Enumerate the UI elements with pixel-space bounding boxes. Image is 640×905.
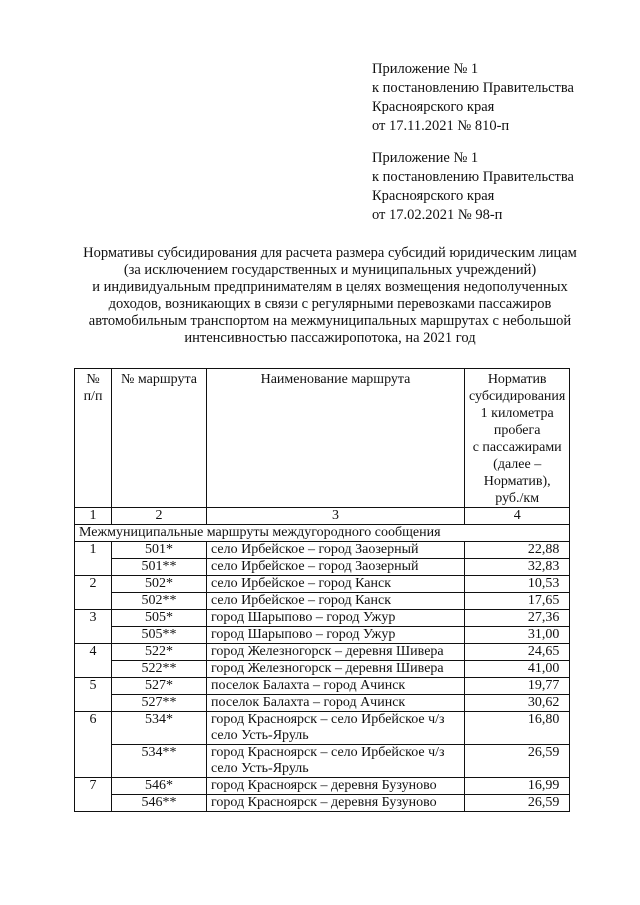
table-row [75, 559, 570, 576]
header-norm [465, 369, 570, 508]
route-number: 502* [112, 576, 207, 593]
appendix-header-current [372, 60, 622, 136]
header-norm-line: (далее – [493, 457, 542, 472]
title-line: доходов, возникающих в связи с регулярными перевозками пассажиров [108, 296, 552, 312]
route-name [207, 559, 465, 576]
appendix-resolution-ref: к постановлению Правительства [372, 80, 574, 96]
norm-value: 26,59 [465, 745, 570, 778]
table-row [75, 678, 570, 695]
norm-value: 16,80 [465, 712, 570, 745]
header-route-no: № маршрута [112, 369, 207, 508]
route-name-line: город Шарыпово – город Ужур [211, 627, 396, 642]
route-name-line: село Ирбейское – город Заозерный [211, 542, 419, 557]
appendix-date-number: от 17.02.2021 № 98-п [372, 207, 503, 223]
table-row [75, 795, 570, 812]
column-number: 2 [112, 508, 207, 525]
table-header-row [75, 369, 570, 508]
route-number: 534* [112, 712, 207, 745]
route-number: 522* [112, 644, 207, 661]
appendix-label: Приложение № 1 [372, 150, 479, 166]
section-title: Межмуниципальные маршруты междугородного сообщения [75, 525, 570, 542]
norm-value: 26,59 [465, 795, 570, 812]
appendix-region: Красноярского края [372, 99, 495, 115]
route-name-line: село Ирбейское – город Заозерный [211, 559, 419, 574]
subsidy-norms-table [74, 368, 570, 812]
route-name-line: город Шарыпово – город Ужур [211, 610, 396, 625]
route-name [207, 678, 465, 695]
table-row [75, 576, 570, 593]
norm-value: 22,88 [465, 542, 570, 559]
route-number: 501** [112, 559, 207, 576]
header-norm-line: руб./км [495, 491, 540, 506]
row-number: 3 [75, 610, 112, 644]
header-no-line: п/п [83, 389, 103, 404]
route-name [207, 745, 465, 778]
route-name-line: село Усть-Яруль [211, 761, 309, 776]
route-number: 534** [112, 745, 207, 778]
route-name-line: город Красноярск – деревня Бузуново [211, 795, 437, 810]
appendix-resolution-ref: к постановлению Правительства [372, 169, 574, 185]
norm-value: 30,62 [465, 695, 570, 712]
route-name [207, 661, 465, 678]
header-norm-line: Норматив), [483, 474, 551, 489]
header-norm-line: Норматив [487, 372, 547, 387]
route-number: 527** [112, 695, 207, 712]
appendix-region: Красноярского края [372, 188, 495, 204]
table-row [75, 593, 570, 610]
route-number: 527* [112, 678, 207, 695]
route-name [207, 695, 465, 712]
norm-value: 10,53 [465, 576, 570, 593]
route-name [207, 542, 465, 559]
route-name-line: поселок Балахта – город Ачинск [211, 695, 406, 710]
title-line: Нормативы субсидирования для расчета размера субсидий юридическим лицам [83, 245, 577, 261]
table-row [75, 644, 570, 661]
norm-value: 19,77 [465, 678, 570, 695]
column-number: 4 [465, 508, 570, 525]
route-name-line: город Красноярск – село Ирбейское ч/з [211, 745, 445, 760]
route-number: 522** [112, 661, 207, 678]
column-number: 1 [75, 508, 112, 525]
row-number: 5 [75, 678, 112, 712]
table-row [75, 542, 570, 559]
header-norm-line: с пассажирами [472, 440, 562, 455]
route-number: 546** [112, 795, 207, 812]
header-no [75, 369, 112, 508]
norm-value: 41,00 [465, 661, 570, 678]
route-number: 502** [112, 593, 207, 610]
appendix-date-number: от 17.11.2021 № 810-п [372, 118, 510, 134]
row-number: 6 [75, 712, 112, 778]
norm-value: 32,83 [465, 559, 570, 576]
route-number: 505* [112, 610, 207, 627]
document-title [60, 245, 600, 347]
norm-value: 31,00 [465, 627, 570, 644]
route-number: 501* [112, 542, 207, 559]
route-number: 505** [112, 627, 207, 644]
route-name-line: город Железногорск – деревня Шивера [211, 661, 444, 676]
table-row [75, 610, 570, 627]
header-norm-line: 1 километра [480, 406, 554, 421]
table-row [75, 778, 570, 795]
route-name-line: село Ирбейское – город Канск [211, 593, 392, 608]
table-row [75, 695, 570, 712]
column-number-row [75, 508, 570, 525]
table-row [75, 627, 570, 644]
header-norm-line: пробега [493, 423, 541, 438]
route-name [207, 644, 465, 661]
title-line: интенсивностью пассажиропотока, на 2021 год [184, 330, 476, 346]
route-name-line: город Красноярск – село Ирбейское ч/з [211, 712, 445, 727]
title-line: автомобильным транспортом на межмуниципальных маршрутах с небольшой [88, 313, 572, 329]
route-name [207, 576, 465, 593]
route-name [207, 712, 465, 745]
norm-value: 27,36 [465, 610, 570, 627]
column-number: 3 [207, 508, 465, 525]
row-number: 4 [75, 644, 112, 678]
header-norm-line: субсидирования [469, 389, 566, 404]
appendix-label: Приложение № 1 [372, 61, 479, 77]
route-name-line: село Ирбейское – город Канск [211, 576, 392, 591]
row-number: 7 [75, 778, 112, 812]
table-row [75, 712, 570, 745]
route-name-line: город Красноярск – деревня Бузуново [211, 778, 437, 793]
appendix-header-original [372, 149, 622, 225]
norm-value: 16,99 [465, 778, 570, 795]
route-name [207, 610, 465, 627]
table-row [75, 661, 570, 678]
norm-value: 24,65 [465, 644, 570, 661]
row-number: 1 [75, 542, 112, 576]
table-row [75, 745, 570, 778]
section-row [75, 525, 570, 542]
header-route-name: Наименование маршрута [207, 369, 465, 508]
row-number: 2 [75, 576, 112, 610]
title-line: (за исключением государственных и муниципальных учреждений) [123, 262, 537, 278]
norm-value: 17,65 [465, 593, 570, 610]
route-name-line: село Усть-Яруль [211, 728, 309, 743]
route-name [207, 795, 465, 812]
route-name-line: поселок Балахта – город Ачинск [211, 678, 406, 693]
route-name-line: город Железногорск – деревня Шивера [211, 644, 444, 659]
header-no-line: № [86, 372, 100, 387]
route-name [207, 778, 465, 795]
route-name [207, 593, 465, 610]
title-line: и индивидуальным предпринимателям в целях возмещения недополученных [92, 279, 568, 295]
route-name [207, 627, 465, 644]
route-number: 546* [112, 778, 207, 795]
